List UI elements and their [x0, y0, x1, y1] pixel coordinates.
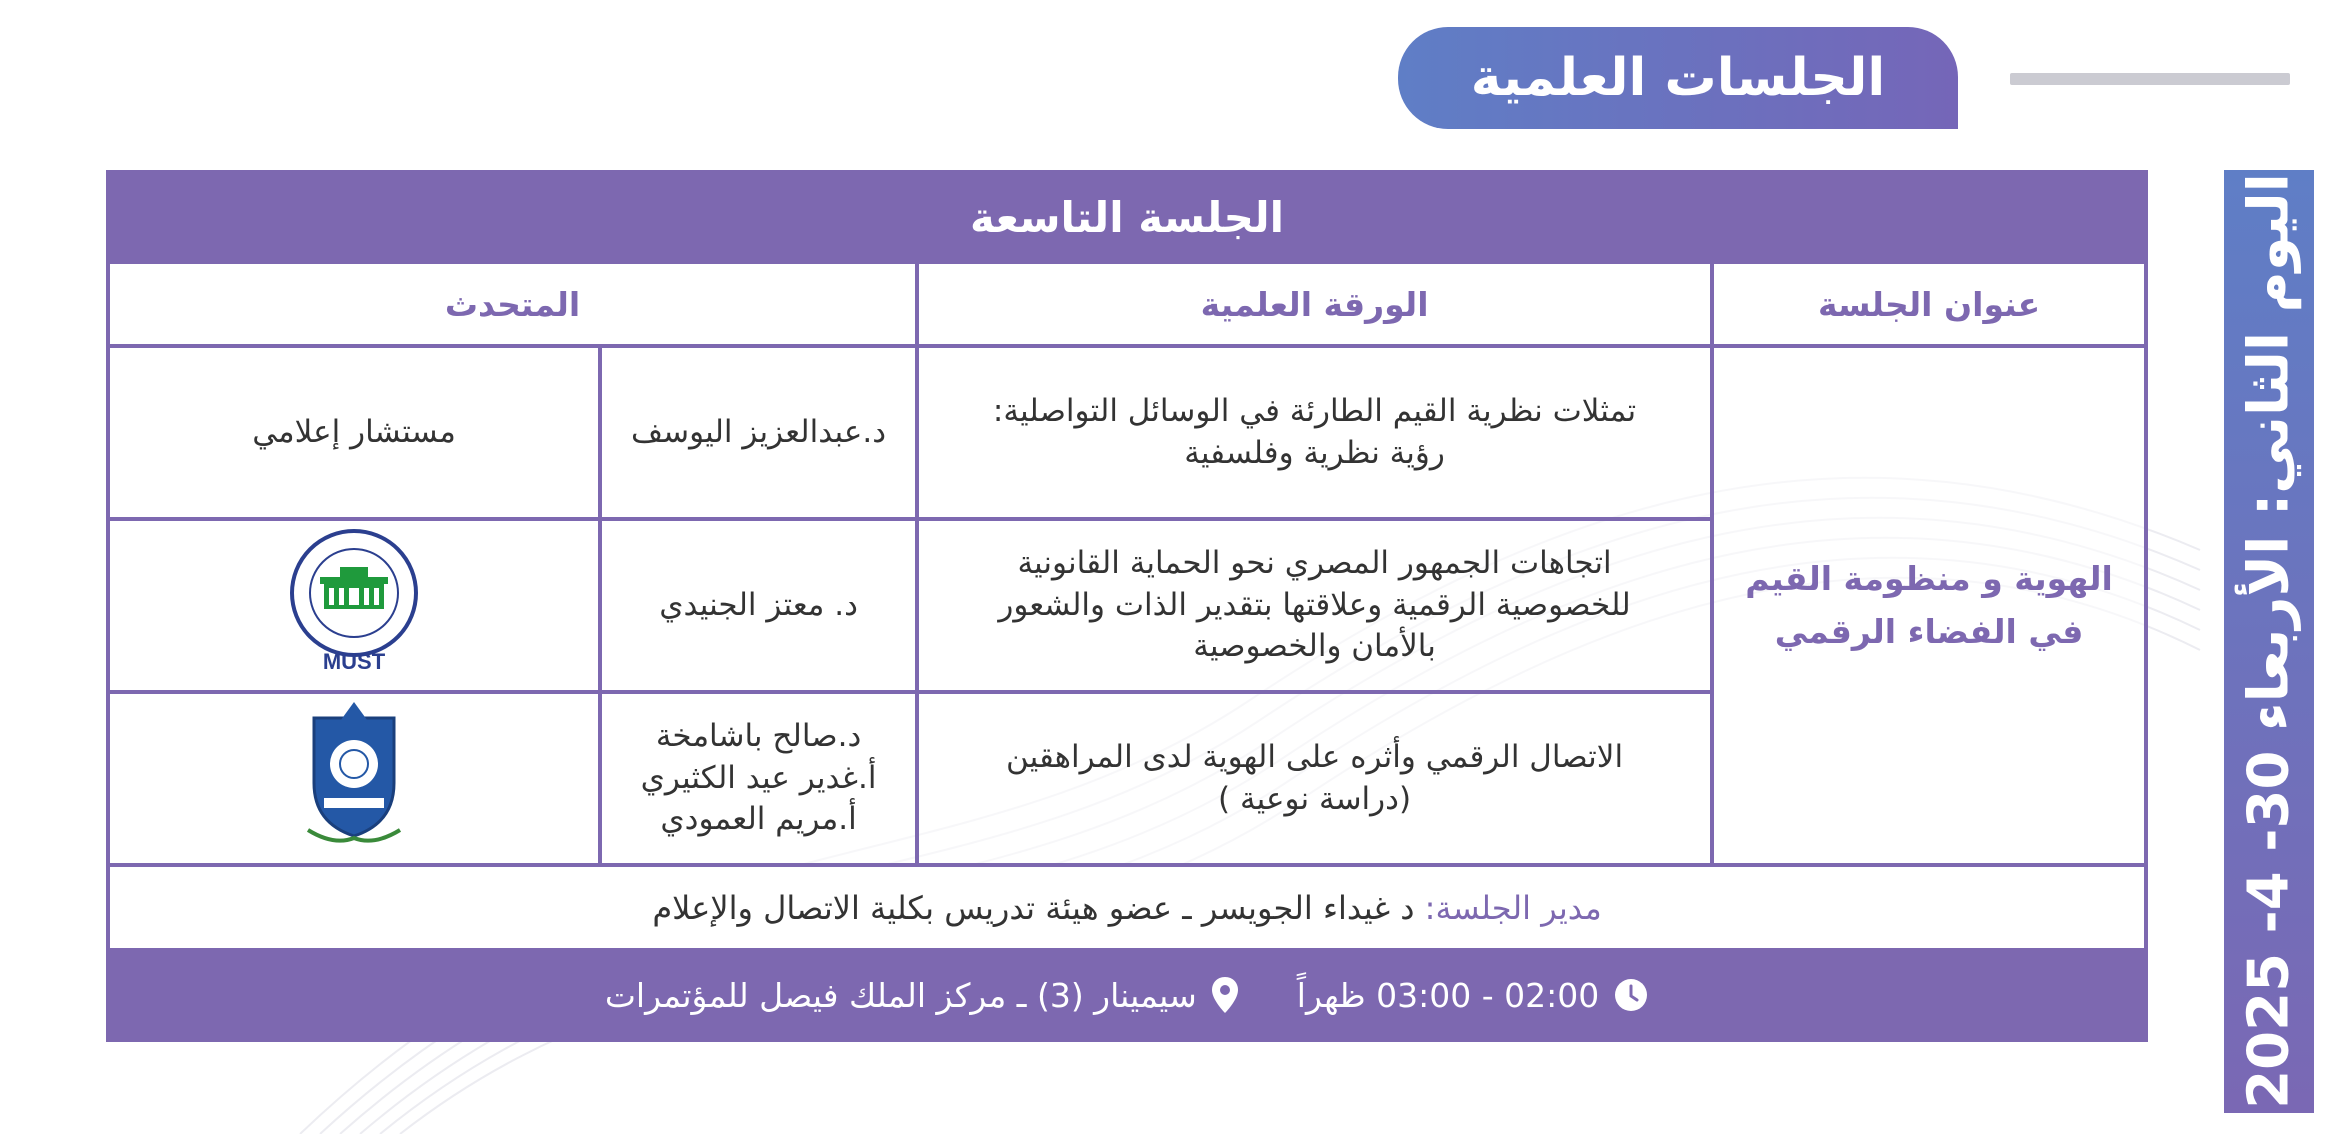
paper-cell — [917, 692, 1712, 865]
session-location: سيمينار (3) ـ مركز الملك فيصل للمؤتمرات — [604, 975, 1197, 1015]
session-footer — [108, 950, 2146, 1040]
speaker-name: د.صالح باشامخة — [655, 717, 862, 754]
session-topic-line1: الهوية و منظومة القيم — [1745, 558, 2113, 598]
paper-cell — [917, 519, 1712, 692]
side-day-text: اليوم الثاني: الأربعاء 30- 4- 2025 — [2236, 173, 2302, 1109]
column-header-title: عنوان الجلسة — [1712, 262, 2146, 346]
paper-cell — [917, 346, 1712, 519]
session-time: 02:00 - 03:00 ظهراً — [1296, 975, 1600, 1015]
paper-line: رؤية نظرية وفلسفية — [1184, 434, 1445, 471]
speaker-name: د.عبدالعزيز اليوسف — [631, 413, 887, 450]
affiliation-cell — [108, 692, 600, 865]
speaker-cell — [600, 519, 917, 692]
speaker-affiliation: مستشار إعلامي — [252, 413, 456, 450]
must-university-logo — [284, 525, 424, 675]
speaker-name: أ.مريم العمودي — [660, 801, 857, 838]
paper-line: اتجاهات الجمهور المصري نحو الحماية القانونية — [1017, 544, 1612, 581]
clock-icon — [1613, 977, 1649, 1013]
speaker-name: أ.غدير عيد الكثيري — [640, 759, 877, 796]
location-pin-icon — [1211, 976, 1239, 1014]
session-name: الجلسة التاسعة — [108, 172, 2146, 262]
header-divider-line — [2010, 73, 2290, 85]
moderator-label: مدير الجلسة: — [1424, 888, 1602, 927]
column-header-paper: الورقة العلمية — [917, 262, 1712, 346]
paper-line: بالأمان والخصوصية — [1193, 628, 1436, 665]
header-tab — [1398, 27, 1958, 129]
speaker-name: د. معتز الجنيدي — [659, 586, 858, 623]
paper-line: للخصوصية الرقمية وعلاقتها بتقدير الذات والشعور — [998, 586, 1631, 623]
session-table-wrap — [106, 170, 2144, 1040]
university-crest-logo — [294, 698, 414, 848]
paper-line: الاتصال الرقمي وأثره على الهوية لدى المراهقين — [1006, 738, 1624, 775]
session-topic-line2: في الفضاء الرقمي — [1774, 611, 2084, 651]
paper-line: (دراسة نوعية ) — [1218, 780, 1412, 817]
session-topic — [1712, 346, 2146, 865]
must-logo-text: MUST — [322, 648, 386, 674]
page-title: الجلسات العلمية — [1470, 48, 1886, 108]
column-header-speaker: المتحدث — [108, 262, 917, 346]
affiliation-cell — [108, 346, 600, 519]
affiliation-cell — [108, 519, 600, 692]
moderator-cell — [108, 865, 2146, 950]
session-table — [106, 170, 2148, 1042]
speaker-cell — [600, 346, 917, 519]
paper-line: تمثلات نظرية القيم الطارئة في الوسائل التواصلية: — [992, 392, 1637, 429]
speaker-cell — [600, 692, 917, 865]
moderator-name: د غيداء الجويسر ـ عضو هيئة تدريس بكلية الاتصال والإعلام — [652, 888, 1425, 927]
